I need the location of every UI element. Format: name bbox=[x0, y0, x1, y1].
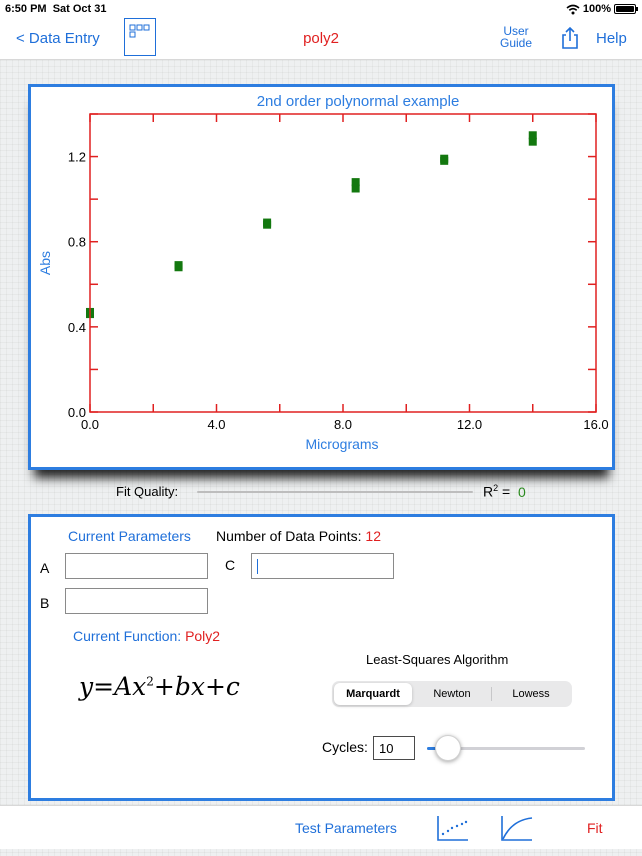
equation-exponent: 2 bbox=[146, 674, 154, 689]
cycles-value: 10 bbox=[379, 741, 394, 756]
segment-lowess[interactable]: Lowess bbox=[512, 688, 550, 700]
parameters-panel bbox=[28, 514, 615, 801]
equation-x: x bbox=[132, 672, 147, 701]
number-of-data-points bbox=[216, 528, 381, 544]
equation-y: y bbox=[79, 672, 94, 701]
wifi-icon bbox=[566, 4, 580, 15]
chart-x-axis-label: Micrograms bbox=[305, 436, 379, 452]
text-caret bbox=[257, 559, 258, 574]
back-button[interactable]: < Data Entry bbox=[16, 30, 100, 47]
r2-value: 0 bbox=[518, 484, 526, 500]
current-function bbox=[73, 628, 220, 644]
user-guide-button[interactable] bbox=[500, 25, 532, 49]
cycles-label: Cycles: bbox=[322, 739, 368, 755]
status-bar bbox=[0, 0, 642, 18]
equation-a: A bbox=[114, 672, 133, 701]
fit-button[interactable]: Fit bbox=[587, 820, 603, 836]
equation-plus: + bbox=[204, 672, 226, 701]
chart-y-axis-label: Abs bbox=[37, 250, 53, 276]
segment-marquardt[interactable]: Marquardt bbox=[334, 683, 412, 705]
help-button[interactable]: Help bbox=[596, 30, 627, 47]
r2-superscript: 2 bbox=[493, 483, 499, 493]
test-parameters-button[interactable]: Test Parameters bbox=[295, 820, 397, 836]
equation-b: b bbox=[174, 672, 191, 701]
param-c-label: C bbox=[225, 557, 236, 573]
param-b-label: B bbox=[40, 595, 50, 611]
equation-plus: + bbox=[153, 672, 175, 701]
battery-icon bbox=[614, 4, 636, 14]
equation-equals: = bbox=[93, 672, 115, 701]
x-tick-label: 16.0 bbox=[583, 417, 609, 432]
param-a-label: A bbox=[40, 560, 50, 576]
r2-letter: R bbox=[483, 483, 494, 500]
battery-percent: 100% bbox=[582, 3, 611, 15]
param-c-input[interactable] bbox=[251, 553, 394, 579]
y-tick-label: 0.0 bbox=[67, 405, 86, 420]
scatter-chart bbox=[31, 87, 612, 467]
nav-bar bbox=[0, 18, 642, 60]
num-points-value: 12 bbox=[365, 528, 381, 544]
status-right bbox=[566, 3, 636, 15]
data-point bbox=[175, 261, 183, 269]
param-a-input[interactable] bbox=[65, 553, 208, 579]
chart-points bbox=[86, 131, 537, 318]
current-parameters-label: Current Parameters bbox=[68, 528, 191, 544]
y-tick-label: 0.8 bbox=[67, 234, 86, 250]
x-tick-label: 12.0 bbox=[456, 417, 483, 432]
chart-panel bbox=[28, 84, 615, 470]
status-date-text: Sat Oct 31 bbox=[52, 3, 107, 15]
current-function-label: Current Function: bbox=[73, 628, 182, 644]
y-tick-label: 0.4 bbox=[67, 319, 86, 335]
segment-newton[interactable]: Newton bbox=[433, 688, 471, 700]
bottom-toolbar bbox=[0, 805, 642, 849]
share-icon[interactable] bbox=[560, 26, 580, 50]
cycles-input[interactable] bbox=[373, 736, 415, 760]
user-guide-line2: Guide bbox=[500, 36, 533, 50]
x-tick-label: 8.0 bbox=[333, 417, 353, 432]
data-point bbox=[263, 219, 271, 227]
current-function-value: Poly2 bbox=[185, 628, 221, 644]
equation-x: x bbox=[190, 672, 205, 701]
function-equation bbox=[79, 672, 240, 701]
scatter-plot-icon[interactable] bbox=[436, 814, 470, 842]
curve-icon[interactable] bbox=[500, 814, 534, 842]
chart-title: 2nd order polynormal example bbox=[256, 93, 460, 110]
data-point bbox=[440, 155, 448, 163]
data-point bbox=[529, 131, 537, 139]
chart-ticks bbox=[68, 114, 609, 432]
num-points-label: Number of Data Points: bbox=[216, 528, 362, 544]
data-point bbox=[352, 178, 360, 186]
x-tick-label: 0.0 bbox=[80, 417, 100, 432]
x-tick-label: 4.0 bbox=[207, 417, 226, 432]
status-time-text: 6:50 PM bbox=[5, 3, 47, 15]
equation-c: c bbox=[225, 672, 240, 701]
battery-fill bbox=[616, 6, 634, 12]
fit-quality-label: Fit Quality: bbox=[116, 484, 179, 499]
fit-quality-bar bbox=[197, 491, 473, 493]
y-tick-label: 1.2 bbox=[67, 149, 86, 165]
r2-label bbox=[483, 483, 510, 500]
user-guide-line1: User bbox=[503, 24, 529, 38]
param-b-input[interactable] bbox=[65, 588, 208, 614]
chart-plot-frame bbox=[90, 114, 596, 412]
cycles-slider-thumb[interactable] bbox=[435, 735, 461, 761]
algorithm-segmented-control bbox=[332, 681, 572, 707]
algorithm-label: Least-Squares Algorithm bbox=[366, 652, 509, 667]
page-title: poly2 bbox=[303, 30, 339, 47]
r2-equals: = bbox=[502, 483, 511, 500]
status-time bbox=[5, 3, 107, 15]
